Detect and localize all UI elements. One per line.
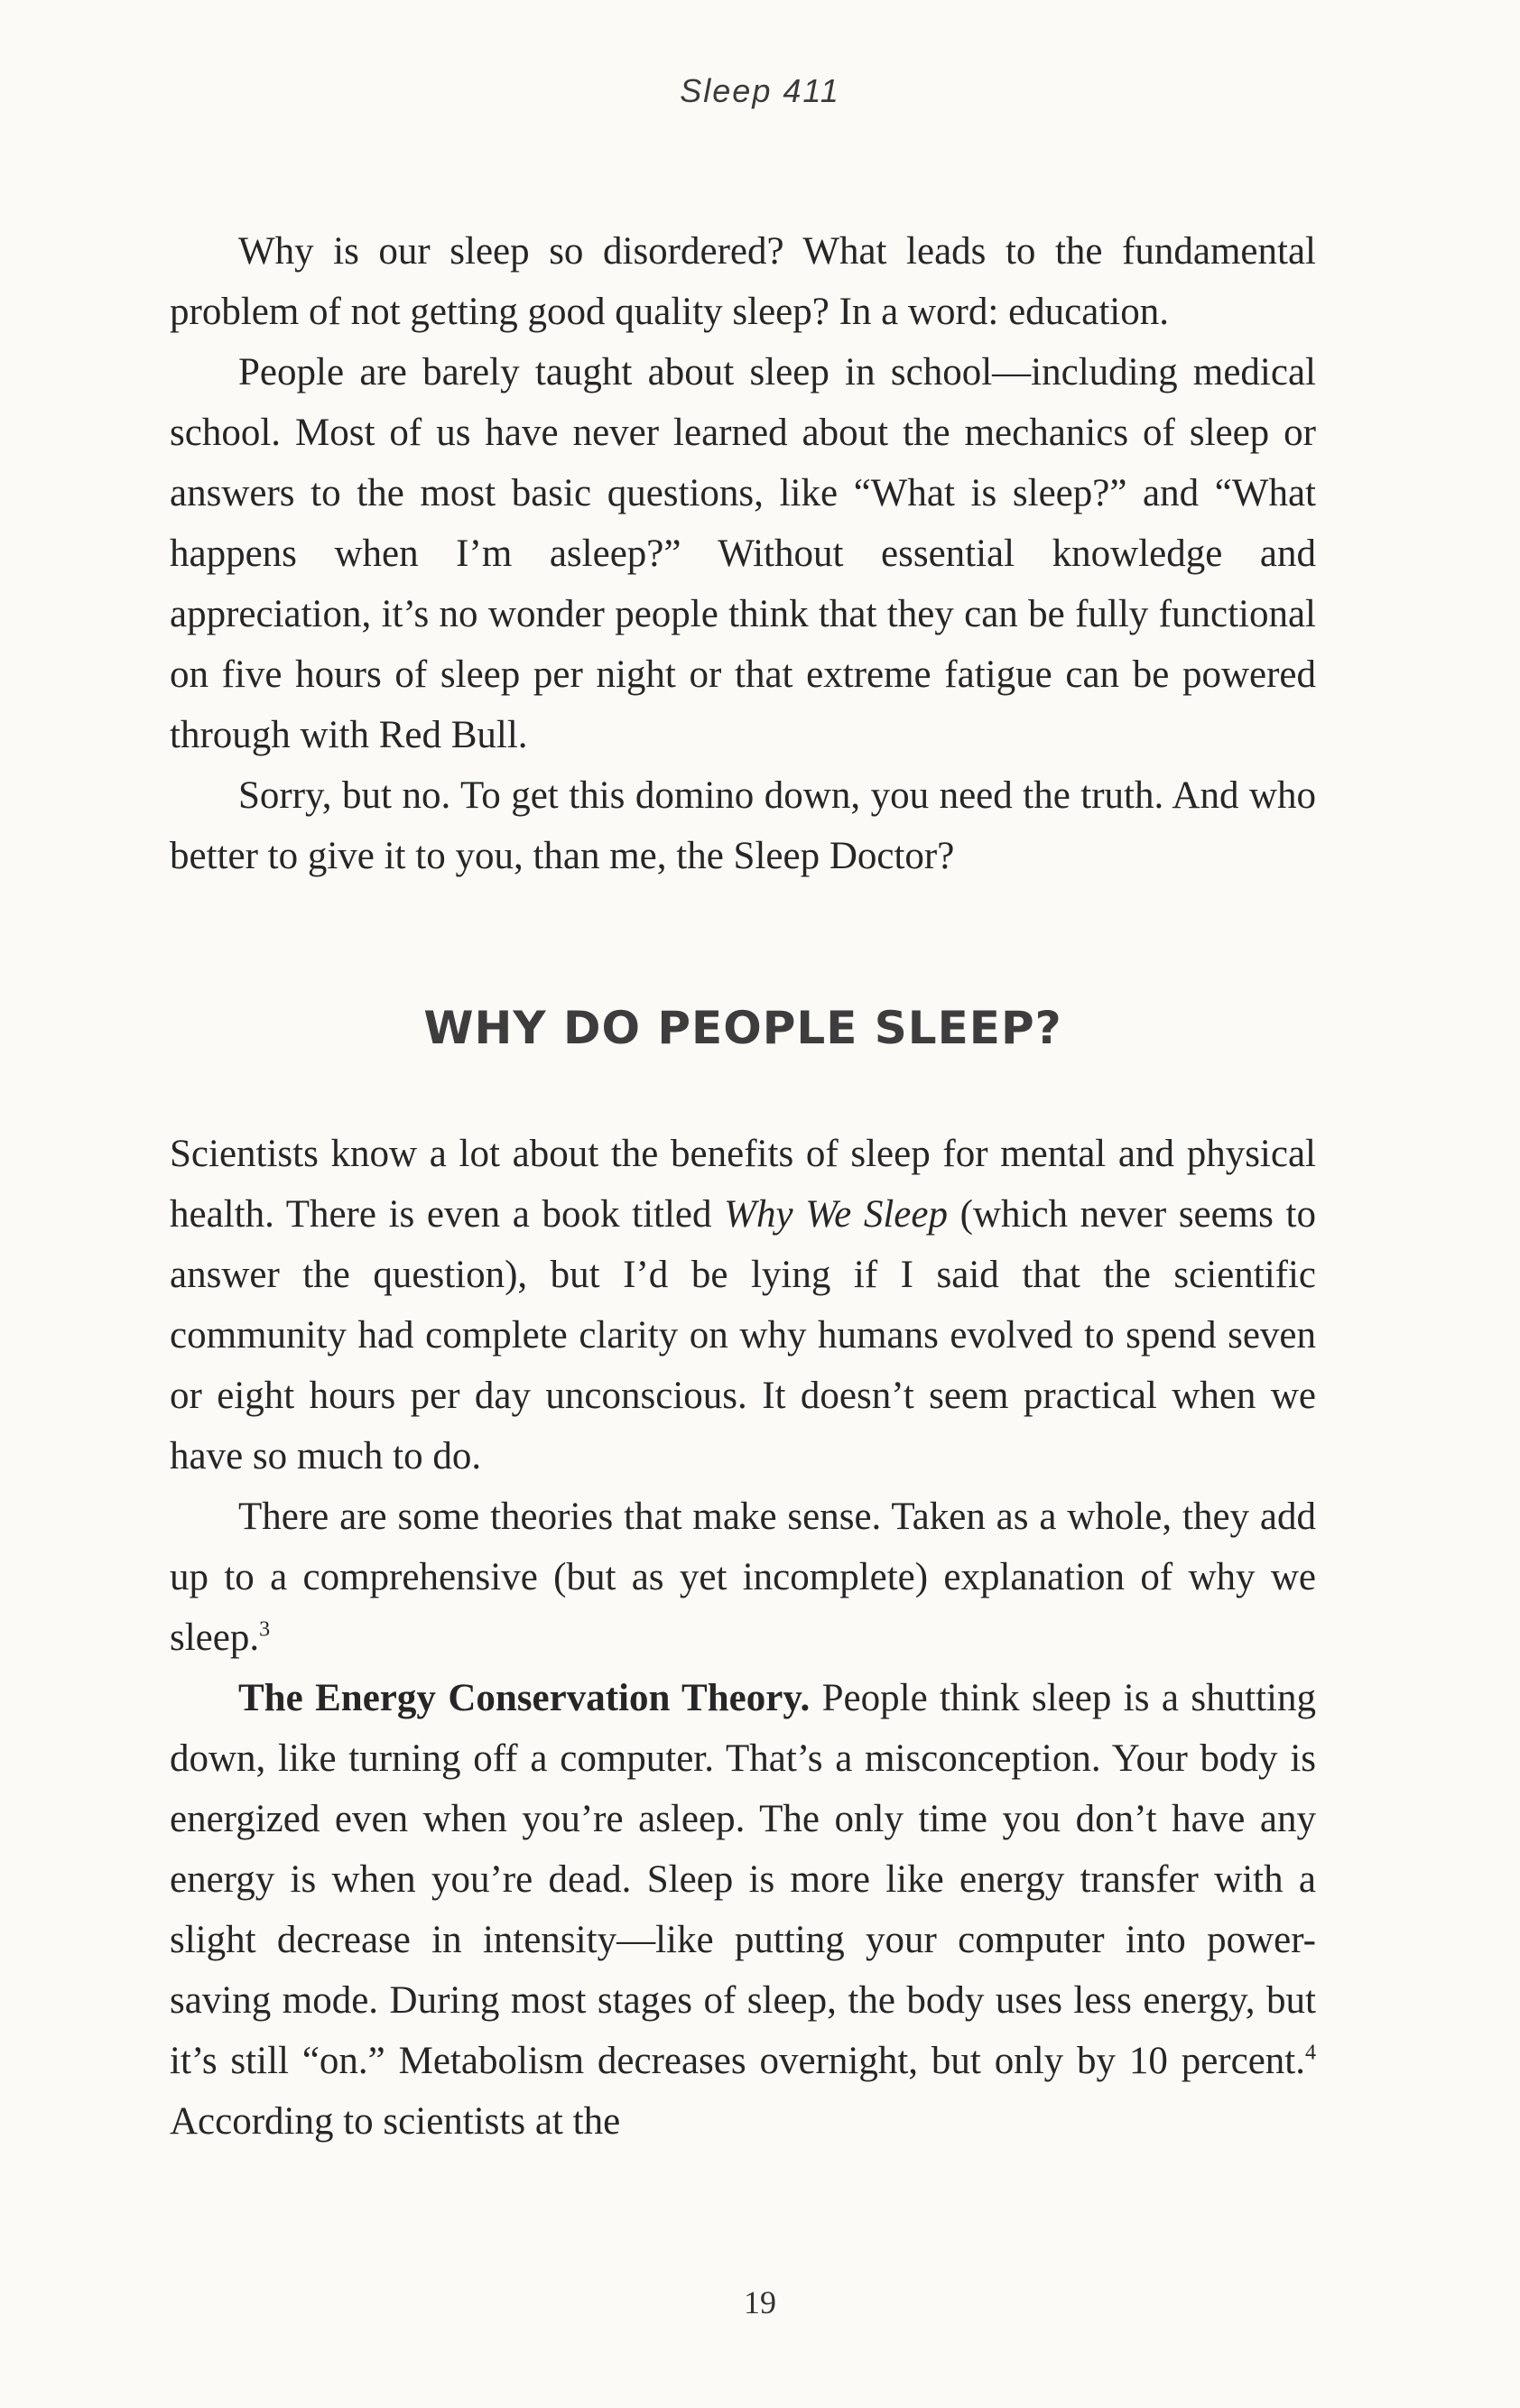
paragraph — [170, 1486, 1316, 1668]
paragraph-text: According to scientists at the — [170, 2100, 621, 2143]
paragraph — [170, 1668, 1316, 2152]
intro-section — [170, 221, 1316, 886]
paragraph — [170, 1124, 1316, 1486]
paragraph-text: (which never seems to answer the question), but I’d be lying if I said that the scientific community had complete clarity on why humans evolved to spend seven or eight hours per day unconscious. It doesn’t seem practical when we have so much to do. — [170, 1193, 1317, 1477]
paragraph: Sorry, but no. To get this domino down, you need the truth. And who better to give it to you, than me, the Sleep Doctor? — [170, 774, 1316, 877]
section-heading: WHY DO PEOPLE SLEEP? — [423, 1002, 1062, 1054]
theory-lead-in: The Energy Conservation Theory. — [238, 1677, 811, 1719]
paragraph-text: There are some theories that make sense. Taken as a whole, they add up to a comprehensive (but as yet incomplete) explanation of why we sleep. — [170, 1496, 1316, 1659]
paragraph: Why is our sleep so disordered? What leads to the fundamental problem of not getting good quality sleep? In a word: education. — [170, 230, 1316, 333]
book-title: Why We Sleep — [724, 1193, 948, 1236]
why-sleep-section — [170, 1124, 1316, 2152]
paragraph-text: People think sleep is a shutting down, like turning off a computer. That’s a misconception. Your body is energized even when you’re asleep. The only time you don’t have any energy is when you’re dead. Sleep is more like energy transfer with a slight decrease in intensity—like putting your computer into power-saving mode. During most stages of sleep, the body uses less energy, but it’s still “on.” Metabolism decreases overnight, but only by 10 percent. — [170, 1677, 1316, 2082]
paragraph: People are barely taught about sleep in school—including medical school. Most of us have never learned about the mechanics of sleep or answers to the most basic questions, like “What is sleep?” and “What happens when I’m asleep?” Without essential knowledge and appreciation, it’s no wonder people think that they can be fully functional on five hours of sleep per night or that extreme fatigue can be powered through with Red Bull. — [170, 351, 1316, 756]
running-head: Sleep 411 — [680, 72, 840, 109]
page-number: 19 — [744, 2284, 776, 2320]
paragraph-text: Scientists know a lot about the benefits of sleep for mental and physical health. There is even a book titled — [170, 1133, 1316, 1236]
footnote-marker: 3 — [259, 1617, 271, 1642]
footnote-marker: 4 — [1305, 2041, 1316, 2065]
